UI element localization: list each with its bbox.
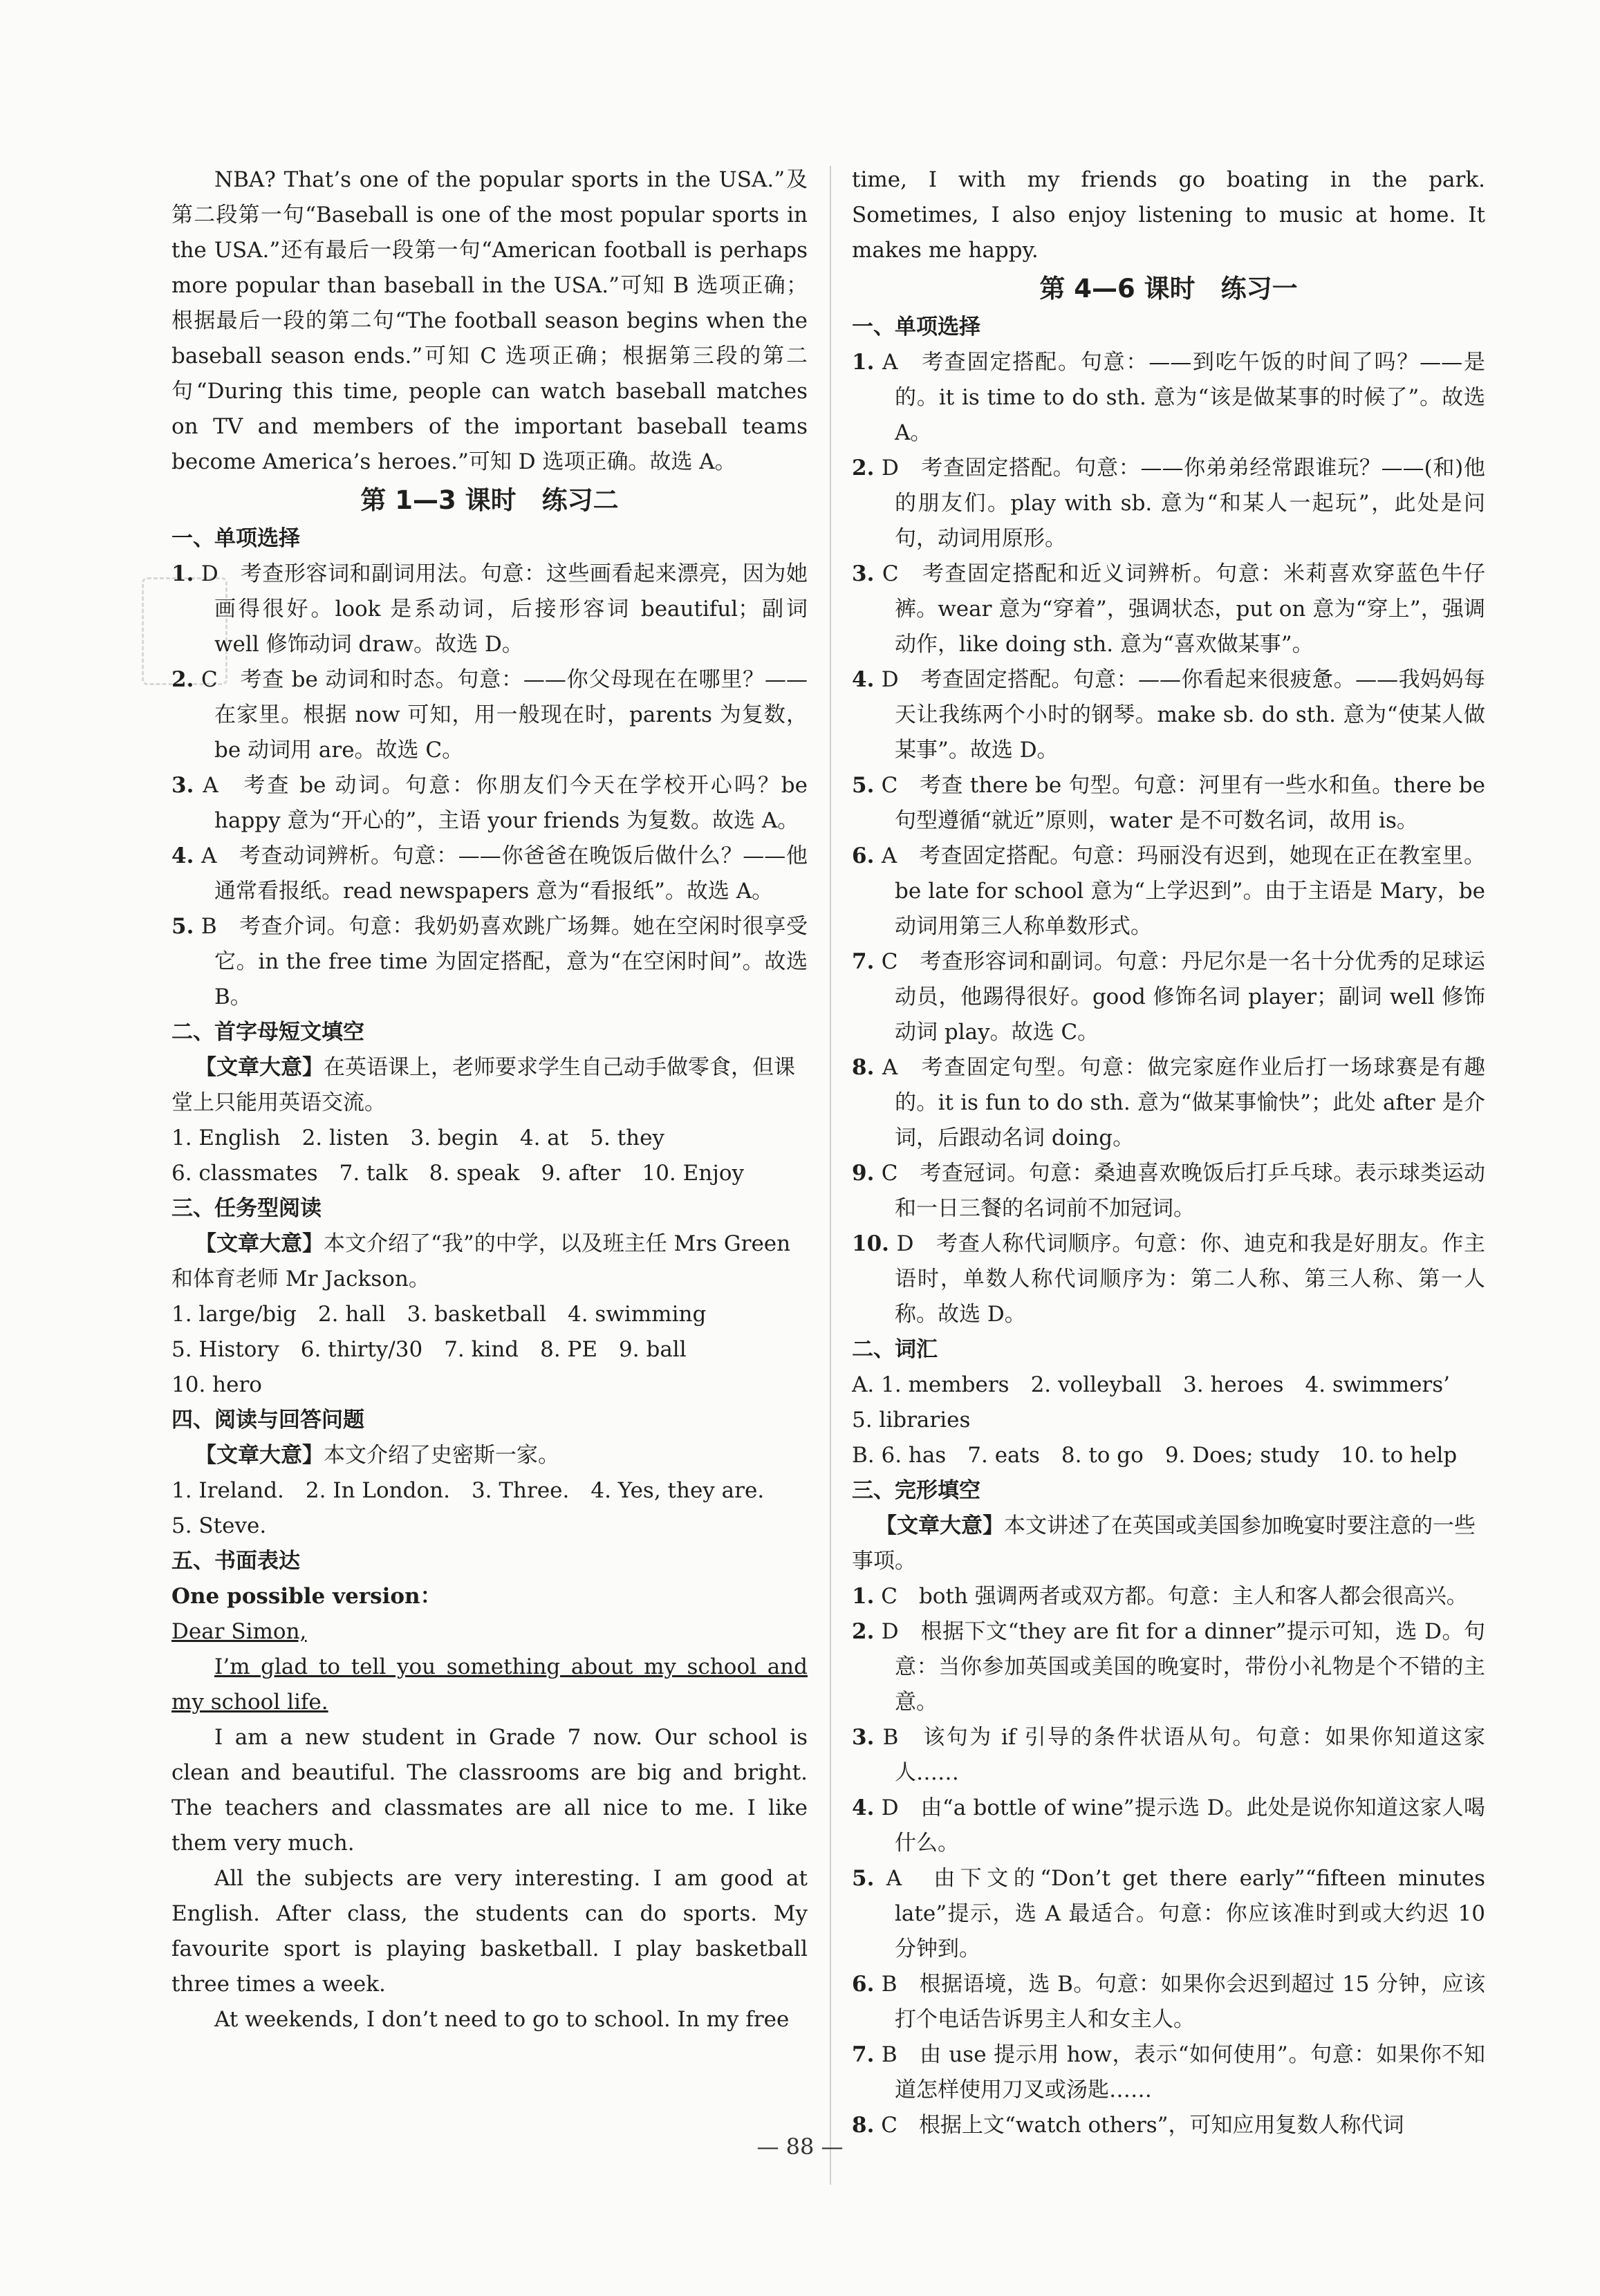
answer-item: 2. D 根据下文“they are fit for a dinner”提示可知，选 D。句意：当你参加英国或美国的晚宴时，带份小礼物是个不错的主意。 — [852, 1619, 1485, 1715]
answer-item: 7. C 考查形容词和副词。句意：丹尼尔是一名十分优秀的足球运动员，他踢得很好。good 修饰名词 player；副词 well 修饰动词 play。故选 C。 — [852, 949, 1486, 1045]
answer-item: 1. A 考查固定搭配。句意：——到吃午饭的时间了吗？——是的。it is time to do sth. 意为“该是做某事的时候了”。故选 A。 — [852, 350, 1485, 445]
answer-line: A. 1. members 2. volleyball 3. heroes 4. swimmers’ — [852, 1372, 1451, 1397]
section-heading: 五、书面表达 — [171, 1549, 300, 1574]
left-column — [171, 162, 808, 2037]
answer-item: 5. A 由下文的“Don’t get there early”“fifteen minutes late”提示，选 A 最适合。句意：你应该准时到或大约迟 10 分钟到。 — [852, 1866, 1486, 1961]
answer-item: 1. D 考查形容词和副词用法。句意：这些画看起来漂亮，因为她画得很好。look 是系动词，后接形容词 beautiful；副词 well 修饰动词 draw。故选 D。 — [171, 561, 808, 657]
letter-paragraph: I’m glad to tell you something about my school and my school life. — [171, 1654, 808, 1715]
article-summary: 【文章大意】本文介绍了史密斯一家。 — [195, 1443, 559, 1468]
section-heading: 一、单项选择 — [852, 315, 980, 339]
section-heading: 四、阅读与回答问题 — [171, 1408, 364, 1432]
answer-line: 5. libraries — [852, 1408, 971, 1432]
article-summary: 【文章大意】在英语课上，老师要求学生自己动手做零食，但课堂上只能用英语交流。 — [171, 1055, 795, 1115]
answer-item: 5. C 考查 there be 句型。句意：河里有一些水和鱼。there be 句型遵循“就近”原则，water 是不可数名词，故用 is。 — [852, 773, 1485, 833]
letter-paragraph: At weekends, I don’t need to go to school. In my free — [214, 2007, 790, 2032]
answer-item: 2. D 考查固定搭配。句意：——你弟弟经常跟谁玩？——(和)他的朋友们。play with sb. 意为“和某人一起玩”，此处是问句，动词用原形。 — [852, 456, 1485, 551]
answer-item: 4. D 由“a bottle of wine”提示选 D。此处是说你知道这家人喝什么。 — [852, 1795, 1485, 1856]
section-title: 第 4—6 课时 练习一 — [1039, 274, 1298, 304]
answer-item: 2. C 考查 be 动词和时态。句意：——你父母现在在哪里？——在家里。根据 now 可知，用一般现在时，parents 为复数，be 动词用 are。故选 C。 — [171, 667, 808, 763]
section-heading: 一、单项选择 — [171, 526, 300, 551]
answer-line: 6. classmates 7. talk 8. speak 9. after 10. Enjoy — [171, 1161, 745, 1186]
article-summary: 【文章大意】本文讲述了在英国或美国参加晚宴时要注意的一些事项。 — [852, 1513, 1476, 1574]
answer-item: 8. C 根据上文“watch others”，可知应用复数人称代词 — [852, 2113, 1404, 2138]
answer-item: 4. D 考查固定搭配。句意：——你看起来很疲惫。——我妈妈每天让我练两个小时的钢琴。make sb. do sth. 意为“使某人做某事”。故选 D。 — [852, 667, 1485, 763]
answer-item: 6. A 考查固定搭配。句意：玛丽没有迟到，她现在正在教室里。be late for school 意为“上学迟到”。由于主语是 Mary，be 动词用第三人称单数形式。 — [852, 843, 1485, 939]
column-divider — [830, 166, 831, 2185]
section-heading: 三、完形填空 — [852, 1478, 980, 1503]
right-column — [852, 162, 1485, 2143]
answer-item: 3. A 考查 be 动词。句意：你朋友们今天在学校开心吗？be happy 意为“开心的”，主语 your friends 为复数。故选 A。 — [171, 773, 808, 833]
section-heading: 三、任务型阅读 — [171, 1196, 322, 1221]
section-title: 第 1—3 课时 练习二 — [360, 485, 619, 515]
answer-item: 5. B 考查介词。句意：我奶奶喜欢跳广场舞。她在空闲时很享受它。in the free time 为固定搭配，意为“在空闲时间”。故选 B。 — [171, 914, 808, 1009]
answer-item: 6. B 根据语境，选 B。句意：如果你会迟到超过 15 分钟，应该打个电话告诉男主人和女主人。 — [852, 1972, 1485, 2032]
answer-item: 3. C 考查固定搭配和近义词辨析。句意：米莉喜欢穿蓝色牛仔裤。wear 意为“穿着”，强调状态，put on 意为“穿上”，强调动作，like doing sth. 意为“喜欢做某事”。 — [852, 561, 1486, 657]
answer-line: 10. hero — [171, 1372, 262, 1397]
letter-paragraph: I am a new student in Grade 7 now. Our school is clean and beautiful. The classrooms are big and bright. The teachers and classmates are all nice to me. I like them very much. — [171, 1725, 808, 1856]
answer-item: 8. A 考查固定句型。句意：做完家庭作业后打一场球赛是有趣的。it is fun to do sth. 意为“做某事愉快”；此处 after 是介词，后跟动名词 doing。 — [852, 1055, 1486, 1150]
version-label: One possible version： — [171, 1584, 442, 1609]
answer-item: 3. B 该句为 if 引导的条件状语从句。句意：如果你知道这家人…… — [852, 1725, 1485, 1785]
answer-line: 5. Steve. — [171, 1513, 267, 1538]
answer-line: 1. Ireland. 2. In London. 3. Three. 4. Yes, they are. — [171, 1478, 765, 1503]
answer-item: 7. B 由 use 提示用 how，表示“如何使用”。句意：如果你不知道怎样使用刀叉或汤匙…… — [852, 2042, 1485, 2102]
answer-line: 5. History 6. thirty/30 7. kind 8. PE 9. ball — [171, 1337, 687, 1362]
section-heading: 二、词汇 — [852, 1337, 938, 1362]
article-summary: 【文章大意】本文介绍了“我”的中学，以及班主任 Mrs Green 和体育老师 Mr Jackson。 — [171, 1231, 791, 1291]
continued-explanation: NBA? That’s one of the popular sports in the USA.”及第二段第一句“Baseball is one of the most popular sports in the USA.”还有最后一段第一句“American football is perhaps more popular than baseball in the USA.”可知 B 选项正确；根据最后一段的第二句“The football season begins when the baseball season ends.”可知 C 选项正确；根据第三段的第二句“During this time, people can watch baseball matches on TV and members of the important baseball teams become America’s heroes.”可知 D 选项正确。故选 A。 — [171, 167, 808, 474]
page-number: — 88 — — [756, 2134, 844, 2160]
answer-item: 1. C both 强调两者或双方都。句意：主人和客人都会很高兴。 — [852, 1584, 1468, 1609]
letter-salutation: Dear Simon, — [171, 1619, 307, 1644]
answer-item: 10. D 考查人称代词顺序。句意：你、迪克和我是好朋友。作主语时，单数人称代词顺序为：第二人称、第三人称、第一人称。故选 D。 — [852, 1231, 1485, 1327]
answer-item: 4. A 考查动词辨析。句意：——你爸爸在晚饭后做什么？——他通常看报纸。read newspapers 意为“看报纸”。故选 A。 — [171, 843, 808, 904]
answer-line: 1. English 2. listen 3. begin 4. at 5. they — [171, 1126, 664, 1150]
letter-paragraph: All the subjects are very interesting. I am good at English. After class, the students can do sports. My favourite sport is playing basketball. I play basketball three times a week. — [171, 1866, 808, 1997]
answer-line: 1. large/big 2. hall 3. basketball 4. swimming — [171, 1302, 707, 1327]
answer-line: B. 6. has 7. eats 8. to go 9. Does; study 10. to help — [852, 1443, 1458, 1468]
section-heading: 二、首字母短文填空 — [171, 1020, 364, 1045]
continued-letter: time, I with my friends go boating in the park. Sometimes, I also enjoy listening to music at home. It makes me happy. — [852, 167, 1485, 263]
answer-item: 9. C 考查冠词。句意：桑迪喜欢晚饭后打乒乓球。表示球类运动和一日三餐的名词前不加冠词。 — [852, 1161, 1486, 1221]
